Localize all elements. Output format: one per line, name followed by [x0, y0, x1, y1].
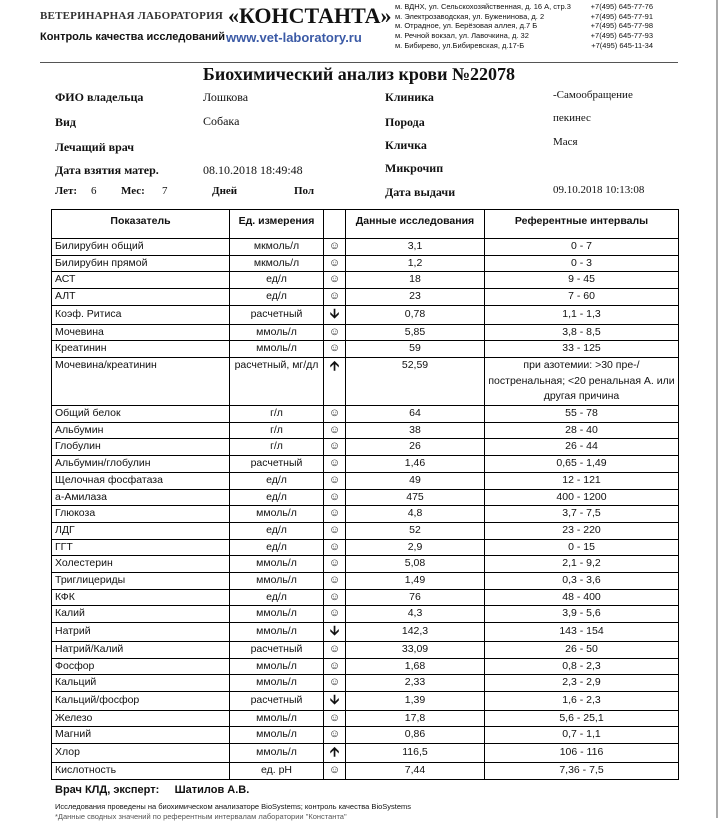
- lab-subtitle: Контроль качества исследований: [40, 31, 226, 43]
- status-icon: [324, 623, 346, 642]
- result-value: 0,78: [346, 305, 485, 324]
- doctor-label: Лечащий врач: [55, 140, 135, 154]
- result-value: 116,5: [346, 744, 485, 763]
- microchip-label: Микрочип: [385, 161, 444, 175]
- status-icon: [324, 573, 346, 590]
- header-value: Данные исследования: [346, 210, 485, 239]
- address-row: м. ВДНХ, ул. Сельскохозяйственная, д. 16 А, стр.3 +7(495) 645-77-76: [395, 2, 653, 11]
- reference-range: 0,65 - 1,49: [485, 456, 679, 473]
- result-value: 64: [346, 406, 485, 423]
- indicator-unit: ммоль/л: [230, 658, 324, 675]
- status-icon: [324, 406, 346, 423]
- document-title: Биохимический анализ крови №22078: [202, 64, 516, 84]
- date-taken-value: 08.10.2018 18:49:48: [203, 163, 303, 177]
- indicator-unit: ммоль/л: [230, 573, 324, 590]
- species-value: Собака: [203, 114, 240, 128]
- reference-range: 2,3 - 2,9: [485, 675, 679, 692]
- reference-range: 3,8 - 8,5: [485, 324, 679, 341]
- indicator-unit: ед/л: [230, 539, 324, 556]
- result-value: 1,39: [346, 691, 485, 710]
- table-row: [52, 573, 679, 590]
- status-icon: [324, 606, 346, 623]
- reference-range: 3,7 - 7,5: [485, 506, 679, 523]
- results-table: [51, 209, 679, 780]
- smiley-icon: ☺: [328, 763, 341, 776]
- smiley-icon: ☺: [328, 240, 341, 252]
- status-icon: [324, 341, 346, 358]
- indicator-name: Кислотность: [52, 762, 230, 779]
- indicator-name: Фосфор: [52, 658, 230, 675]
- result-value: 1,46: [346, 456, 485, 473]
- result-value: 18: [346, 272, 485, 289]
- status-icon: [324, 305, 346, 324]
- status-icon: [324, 439, 346, 456]
- header-reference: Референтные интервалы: [485, 210, 679, 239]
- nickname-label: Кличка: [385, 138, 427, 152]
- status-icon: [324, 675, 346, 692]
- indicator-unit: ед/л: [230, 272, 324, 289]
- result-value: 17,8: [346, 710, 485, 727]
- indicator-name: Креатинин: [52, 341, 230, 358]
- table-row: [52, 744, 679, 763]
- reference-range: 400 - 1200: [485, 489, 679, 506]
- sex-label: Пол: [294, 185, 315, 197]
- result-value: 5,85: [346, 324, 485, 341]
- smiley-icon: ☺: [328, 711, 341, 724]
- table-row: [52, 239, 679, 256]
- indicator-unit: ммоль/л: [230, 710, 324, 727]
- indicator-name: Холестерин: [52, 556, 230, 573]
- header-indicator: Показатель: [52, 210, 230, 239]
- months-label: Мес:: [121, 185, 145, 197]
- clinic-value: -Самообращение: [553, 89, 633, 101]
- status-icon: [324, 727, 346, 744]
- indicator-unit: ед/л: [230, 472, 324, 489]
- address-row: м. Отрадное, ул. Берёзовая аллея, д.7 Б +7(495) 645-77-98: [395, 21, 653, 31]
- result-value: 3,1: [346, 239, 485, 256]
- result-value: 475: [346, 489, 485, 506]
- table-row: [52, 255, 679, 272]
- arrow-up-icon: 🡩: [329, 357, 340, 373]
- reference-range: при азотемии: >30 пре-/постренальная; <20 ренальная А. или другая причина: [485, 357, 679, 405]
- smiley-icon: ☺: [328, 676, 341, 689]
- smiley-icon: ☺: [328, 728, 341, 741]
- status-icon: [324, 472, 346, 489]
- result-value: 76: [346, 589, 485, 606]
- indicator-unit: ммоль/л: [230, 606, 324, 623]
- header-unit: Ед. измерения: [230, 210, 324, 239]
- indicator-unit: расчетный, мг/дл: [230, 357, 324, 405]
- reference-range: 0,3 - 3,6: [485, 573, 679, 590]
- indicator-name: Мочевина/креатинин: [52, 357, 230, 405]
- smiley-icon: ☺: [328, 407, 341, 420]
- smiley-icon: ☺: [328, 659, 341, 672]
- smiley-icon: ☺: [328, 540, 341, 553]
- indicator-name: Мочевина: [52, 324, 230, 341]
- reference-range: 3,9 - 5,6: [485, 606, 679, 623]
- table-header-row: [52, 210, 679, 239]
- indicator-unit: ммоль/л: [230, 324, 324, 341]
- status-icon: [324, 641, 346, 658]
- status-icon: [324, 710, 346, 727]
- indicator-unit: ед/л: [230, 489, 324, 506]
- smiley-icon: ☺: [328, 507, 341, 520]
- result-value: 142,3: [346, 623, 485, 642]
- result-value: 4,8: [346, 506, 485, 523]
- result-value: 59: [346, 341, 485, 358]
- table-row: [52, 641, 679, 658]
- reference-range: 0,8 - 2,3: [485, 658, 679, 675]
- reference-range: 0 - 3: [485, 255, 679, 272]
- reference-range: 26 - 44: [485, 439, 679, 456]
- indicator-unit: расчетный: [230, 456, 324, 473]
- result-value: 2,33: [346, 675, 485, 692]
- indicator-name: Калий: [52, 606, 230, 623]
- indicator-unit: ед/л: [230, 589, 324, 606]
- address-row: м. Бибирево, ул.Бибиревская, д.17-Б +7(495) 645-11-34: [395, 40, 653, 50]
- arrow-down-icon: 🡫: [329, 305, 340, 321]
- smiley-icon: ☺: [328, 590, 341, 603]
- indicator-name: Хлор: [52, 744, 230, 763]
- indicator-unit: г/л: [230, 422, 324, 439]
- indicator-unit: ммоль/л: [230, 556, 324, 573]
- status-icon: [324, 744, 346, 763]
- reference-range: 1,1 - 1,3: [485, 305, 679, 324]
- table-row: [52, 606, 679, 623]
- table-row: [52, 556, 679, 573]
- smiley-icon: ☺: [328, 473, 341, 486]
- days-label: Дней: [212, 185, 238, 197]
- table-row: [52, 305, 679, 324]
- table-row: [52, 691, 679, 710]
- indicator-unit: г/л: [230, 406, 324, 423]
- status-icon: [324, 556, 346, 573]
- reference-range: 7 - 60: [485, 289, 679, 306]
- doctor-line-label: Врач КЛД, эксперт:: [55, 784, 160, 796]
- indicator-name: Магний: [52, 727, 230, 744]
- table-row: [52, 489, 679, 506]
- indicator-name: ГГТ: [52, 539, 230, 556]
- table-row: [52, 658, 679, 675]
- table-row: [52, 289, 679, 306]
- smiley-icon: ☺: [328, 490, 341, 503]
- status-icon: [324, 762, 346, 779]
- header-divider: [40, 62, 678, 63]
- reference-range: 1,6 - 2,3: [485, 691, 679, 710]
- reference-range: 0,7 - 1,1: [485, 727, 679, 744]
- table-row: [52, 623, 679, 642]
- years-label: Лет:: [55, 185, 78, 197]
- reference-range: 0 - 7: [485, 239, 679, 256]
- status-icon: [324, 658, 346, 675]
- indicator-unit: ммоль/л: [230, 727, 324, 744]
- address-row: м. Электрозаводская, ул. Бужениновa, д. 2 +7(495) 645-77-91: [395, 11, 653, 21]
- indicator-unit: ммоль/л: [230, 623, 324, 642]
- smiley-icon: ☺: [328, 457, 341, 470]
- doctor-name: Шатилов А.В.: [174, 784, 250, 796]
- smiley-icon: ☺: [328, 642, 341, 655]
- lab-website: www.vet-laboratory.ru: [226, 30, 362, 45]
- species-label: Вид: [55, 115, 76, 129]
- result-value: 1,2: [346, 255, 485, 272]
- issue-date-label: Дата выдачи: [385, 185, 456, 199]
- clinic-label: Клиника: [385, 90, 434, 104]
- status-icon: [324, 255, 346, 272]
- table-row: [52, 472, 679, 489]
- table-row: [52, 727, 679, 744]
- table-row: [52, 406, 679, 423]
- indicator-name: а-Амилаза: [52, 489, 230, 506]
- indicator-name: Кальций/фосфор: [52, 691, 230, 710]
- status-icon: [324, 506, 346, 523]
- status-icon: [324, 239, 346, 256]
- months-value: 7: [162, 185, 168, 197]
- doctor-signature: [55, 784, 249, 796]
- table-row: [52, 357, 679, 405]
- smiley-icon: ☺: [328, 342, 341, 355]
- nickname-value: Мася: [553, 136, 578, 148]
- result-value: 0,86: [346, 727, 485, 744]
- arrow-up-icon: 🡩: [329, 744, 340, 760]
- indicator-unit: мкмоль/л: [230, 255, 324, 272]
- indicator-unit: расчетный: [230, 691, 324, 710]
- result-value: 52: [346, 522, 485, 539]
- reference-range: 0 - 15: [485, 539, 679, 556]
- smiley-icon: ☺: [328, 557, 341, 570]
- table-row: [52, 272, 679, 289]
- indicator-unit: мкмоль/л: [230, 239, 324, 256]
- status-icon: [324, 422, 346, 439]
- arrow-down-icon: 🡫: [329, 623, 340, 639]
- result-value: 7,44: [346, 762, 485, 779]
- table-row: [52, 422, 679, 439]
- reference-range: 26 - 50: [485, 641, 679, 658]
- reference-note: *Данные сводных значений по референтным интервалам лаборатории "Константа": [55, 812, 347, 821]
- smiley-icon: ☺: [328, 325, 341, 338]
- smiley-icon: ☺: [328, 273, 341, 286]
- status-icon: [324, 522, 346, 539]
- indicator-name: Натрий: [52, 623, 230, 642]
- result-value: 1,68: [346, 658, 485, 675]
- table-row: [52, 539, 679, 556]
- table-row: [52, 439, 679, 456]
- reference-range: 9 - 45: [485, 272, 679, 289]
- breed-value: пекинес: [553, 112, 591, 124]
- issue-date-value: 09.10.2018 10:13:08: [553, 184, 645, 196]
- indicator-name: Триглицериды: [52, 573, 230, 590]
- smiley-icon: ☺: [328, 256, 341, 269]
- indicator-name: Альбумин/глобулин: [52, 456, 230, 473]
- indicator-name: Коэф. Ритиса: [52, 305, 230, 324]
- indicator-name: ЛДГ: [52, 522, 230, 539]
- smiley-icon: ☺: [328, 607, 341, 620]
- status-icon: [324, 272, 346, 289]
- indicator-unit: ммоль/л: [230, 675, 324, 692]
- reference-range: 33 - 125: [485, 341, 679, 358]
- reference-range: 5,6 - 25,1: [485, 710, 679, 727]
- owner-label: ФИО владельца: [55, 90, 144, 104]
- reference-range: 55 - 78: [485, 406, 679, 423]
- address-row: м. Речной вокзал, ул. Лавочкина, д. 32 +7(495) 645-77-93: [395, 31, 653, 41]
- indicator-name: Натрий/Калий: [52, 641, 230, 658]
- table-row: [52, 589, 679, 606]
- arrow-down-icon: 🡫: [329, 691, 340, 707]
- indicator-unit: ед/л: [230, 289, 324, 306]
- reference-range: 23 - 220: [485, 522, 679, 539]
- reference-range: 143 - 154: [485, 623, 679, 642]
- table-row: [52, 324, 679, 341]
- breed-label: Порода: [385, 115, 425, 129]
- indicator-unit: ммоль/л: [230, 744, 324, 763]
- indicator-unit: ед/л: [230, 522, 324, 539]
- table-row: [52, 762, 679, 779]
- indicator-name: АЛТ: [52, 289, 230, 306]
- reference-range: 106 - 116: [485, 744, 679, 763]
- status-icon: [324, 489, 346, 506]
- years-value: 6: [91, 185, 97, 197]
- result-value: 1,49: [346, 573, 485, 590]
- result-value: 26: [346, 439, 485, 456]
- reference-range: 12 - 121: [485, 472, 679, 489]
- address-list: [395, 2, 705, 51]
- smiley-icon: ☺: [328, 574, 341, 587]
- indicator-unit: расчетный: [230, 305, 324, 324]
- table-row: [52, 675, 679, 692]
- status-icon: [324, 691, 346, 710]
- result-value: 5,08: [346, 556, 485, 573]
- smiley-icon: ☺: [328, 423, 341, 436]
- smiley-icon: ☺: [328, 523, 341, 536]
- indicator-unit: г/л: [230, 439, 324, 456]
- indicator-unit: ммоль/л: [230, 341, 324, 358]
- indicator-name: Билирубин общий: [52, 239, 230, 256]
- indicator-name: Билирубин прямой: [52, 255, 230, 272]
- indicator-unit: расчетный: [230, 641, 324, 658]
- indicator-name: Альбумин: [52, 422, 230, 439]
- indicator-name: Щелочная фосфатаза: [52, 472, 230, 489]
- status-icon: [324, 589, 346, 606]
- status-icon: [324, 357, 346, 405]
- reference-range: 2,1 - 9,2: [485, 556, 679, 573]
- result-value: 4,3: [346, 606, 485, 623]
- lab-brand: «КОНСТАНТА»: [228, 3, 392, 28]
- indicator-name: Кальций: [52, 675, 230, 692]
- smiley-icon: ☺: [328, 290, 341, 303]
- table-row: [52, 522, 679, 539]
- status-icon: [324, 539, 346, 556]
- table-row: [52, 341, 679, 358]
- analyzer-note: Исследования проведены на биохимическом анализаторе BioSystems; контроль качества BioSystems: [55, 802, 412, 811]
- date-taken-label: Дата взятия матер.: [55, 163, 159, 177]
- reference-range: 48 - 400: [485, 589, 679, 606]
- result-value: 23: [346, 289, 485, 306]
- indicator-name: Глобулин: [52, 439, 230, 456]
- result-value: 49: [346, 472, 485, 489]
- smiley-icon: ☺: [328, 440, 341, 453]
- status-icon: [324, 456, 346, 473]
- indicator-unit: ммоль/л: [230, 506, 324, 523]
- table-row: [52, 456, 679, 473]
- table-row: [52, 506, 679, 523]
- result-value: 38: [346, 422, 485, 439]
- owner-value: Лошкова: [203, 90, 249, 104]
- lab-name: ВЕТЕРИНАРНАЯ ЛАБОРАТОРИЯ: [40, 10, 223, 22]
- result-value: 52,59: [346, 357, 485, 405]
- indicator-name: КФК: [52, 589, 230, 606]
- indicator-unit: ед. pH: [230, 762, 324, 779]
- header-status: [324, 210, 346, 239]
- result-value: 33,09: [346, 641, 485, 658]
- indicator-name: Общий белок: [52, 406, 230, 423]
- reference-range: 7,36 - 7,5: [485, 762, 679, 779]
- result-value: 2,9: [346, 539, 485, 556]
- indicator-name: Железо: [52, 710, 230, 727]
- status-icon: [324, 324, 346, 341]
- indicator-name: АСТ: [52, 272, 230, 289]
- reference-range: 28 - 40: [485, 422, 679, 439]
- indicator-name: Глюкоза: [52, 506, 230, 523]
- table-row: [52, 710, 679, 727]
- status-icon: [324, 289, 346, 306]
